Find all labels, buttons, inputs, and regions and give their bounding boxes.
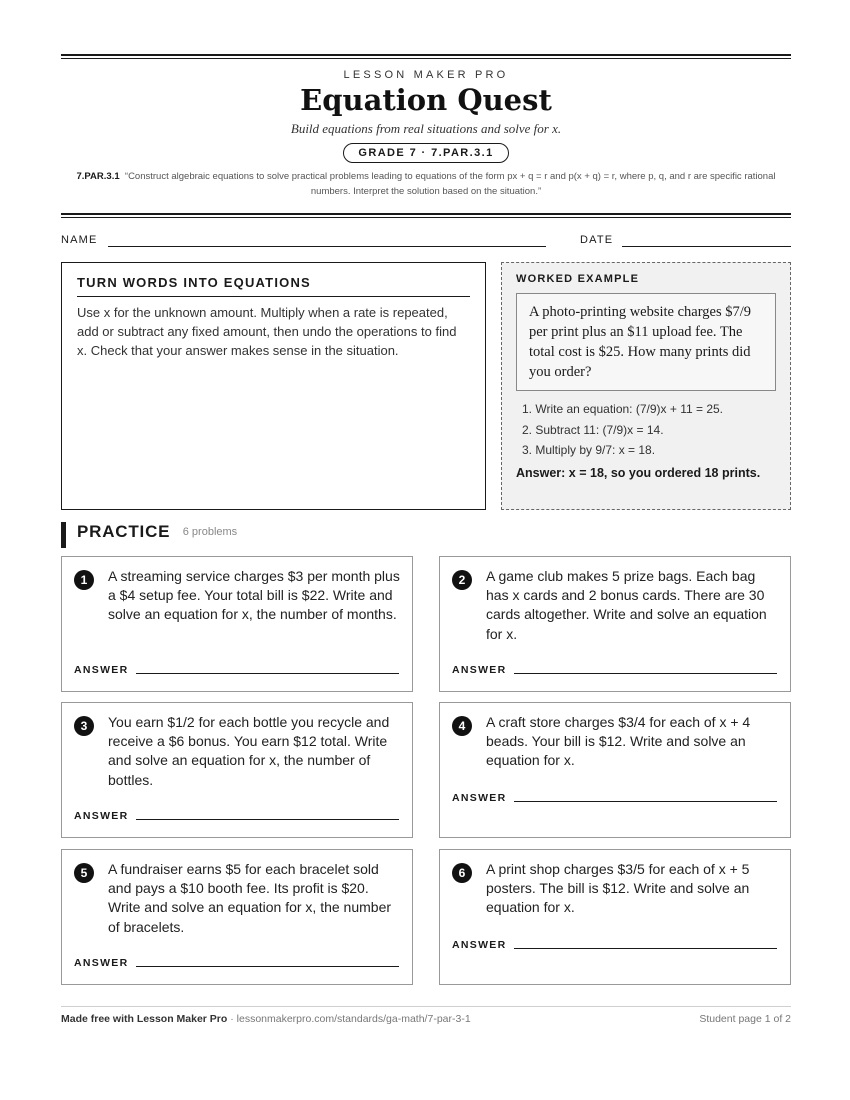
- worked-example-problem: A photo-printing website charges $7/9 per print plus an $11 upload fee. The total cost is $25. How many prints did you order?: [516, 293, 776, 391]
- page-title: Equation Quest: [300, 83, 552, 117]
- name-field[interactable]: [108, 246, 546, 247]
- worked-example-answer: Answer: x = 18, so you ordered 18 prints.: [516, 465, 761, 480]
- header-bottom-rule: [61, 213, 791, 218]
- footer-url-link[interactable]: · lessonmakerpro.com/standards/ga-math/7-par-3-1: [227, 1013, 471, 1025]
- problem-number-badge: 3: [74, 716, 94, 736]
- date-field[interactable]: [622, 246, 791, 247]
- problem-text: A craft store charges $3/4 for each of x + 4 beads. Your bill is $12. Write and solve an equation for x.: [486, 714, 751, 769]
- page-subtitle: Build equations from real situations and solve for x.: [290, 121, 562, 136]
- problem-text: A streaming service charges $3 per month plus a $4 setup fee. Your total bill is $22. Write and solve an equation for x, the number of months.: [108, 568, 400, 623]
- worked-example-step: 2. Subtract 11: (7/9)x = 14.: [522, 422, 664, 437]
- answer-row: [452, 792, 777, 806]
- answer-row: [452, 664, 777, 678]
- problem-card-3: [61, 702, 413, 838]
- standard-description: [61, 169, 791, 199]
- worked-example-box: [501, 262, 791, 510]
- name-date-row: [61, 230, 791, 250]
- practice-heading: PRACTICE: [77, 522, 171, 541]
- instructions-box: [61, 262, 486, 510]
- answer-field[interactable]: [136, 673, 399, 674]
- answer-label: ANSWER: [74, 810, 129, 822]
- answer-label: ANSWER: [452, 939, 507, 951]
- instructions-heading: TURN WORDS INTO EQUATIONS: [77, 275, 470, 297]
- brand-name: LESSON MAKER PRO: [343, 69, 509, 81]
- footer-page-number: Student page 1 of 2: [699, 1013, 791, 1025]
- answer-label: ANSWER: [74, 957, 129, 969]
- grade-badge: GRADE 7 · 7.PAR.3.1: [343, 143, 508, 163]
- answer-row: [452, 939, 777, 953]
- answer-label: ANSWER: [74, 664, 129, 676]
- standard-code: 7.PAR.3.1: [76, 171, 120, 182]
- problem-number-badge: 5: [74, 863, 94, 883]
- problem-text: A game club makes 5 prize bags. Each bag has x cards and 2 bonus cards. There are 30 cards altogether. Write and solve an equation for x.: [486, 568, 767, 642]
- answer-label: ANSWER: [452, 792, 507, 804]
- worked-example-heading: WORKED EXAMPLE: [516, 273, 640, 285]
- problem-card-6: [439, 849, 791, 985]
- answer-field[interactable]: [136, 966, 399, 967]
- footer-made-with: Made free with Lesson Maker Pro: [61, 1013, 228, 1025]
- grade-badge-wrap: [61, 143, 791, 163]
- problem-card-2: [439, 556, 791, 692]
- top-rule: [61, 54, 791, 59]
- problem-number-badge: 1: [74, 570, 94, 590]
- problem-text: A fundraiser earns $5 for each bracelet sold and pays a $10 booth fee. Its profit is $20. Write and solve an equation for x, the number of bracelets.: [108, 861, 392, 935]
- practice-count: 6 problems: [182, 526, 238, 538]
- name-label: NAME: [61, 234, 98, 246]
- problem-number-badge: 2: [452, 570, 472, 590]
- answer-label: ANSWER: [452, 664, 507, 676]
- answer-row: [74, 810, 399, 824]
- problem-number-badge: 4: [452, 716, 472, 736]
- answer-row: [74, 664, 399, 678]
- answer-field[interactable]: [514, 673, 777, 674]
- answer-row: [74, 957, 399, 971]
- date-label: DATE: [580, 234, 614, 246]
- problem-card-1: [61, 556, 413, 692]
- problem-card-5: [61, 849, 413, 985]
- worked-example-step: 3. Multiply by 9/7: x = 18.: [522, 443, 656, 457]
- answer-field[interactable]: [514, 801, 777, 802]
- problem-number-badge: 6: [452, 863, 472, 883]
- problem-card-4: [439, 702, 791, 838]
- practice-header: [61, 522, 237, 548]
- worked-example-step: 1. Write an equation: (7/9)x + 11 = 25.: [522, 402, 724, 416]
- answer-field[interactable]: [136, 819, 399, 820]
- problem-text: You earn $1/2 for each bottle you recycle and receive a $6 bonus. You earn $12 total. Write and solve an equation for x, the number of bottles.: [108, 714, 390, 788]
- answer-field[interactable]: [514, 948, 777, 949]
- worked-example-steps: [516, 399, 776, 461]
- standard-text: “Construct algebraic equations to solve practical problems leading to equations of the form px + q = r and p(x + q) = r, where p, q, and r are specific rational numbers. Interpret the solution based on the situation.”: [124, 171, 776, 197]
- instructions-body: Use x for the unknown amount. Multiply when a rate is repeated, add or subtract any fixed amount, then undo the operations to find x. Check that your answer makes sense in the situation.: [77, 305, 457, 358]
- worksheet-page: [61, 54, 791, 1025]
- problem-text: A print shop charges $3/5 for each of x + 5 posters. The bill is $12. Write and solve an equation for x.: [486, 861, 750, 916]
- page-footer: [61, 1006, 791, 1025]
